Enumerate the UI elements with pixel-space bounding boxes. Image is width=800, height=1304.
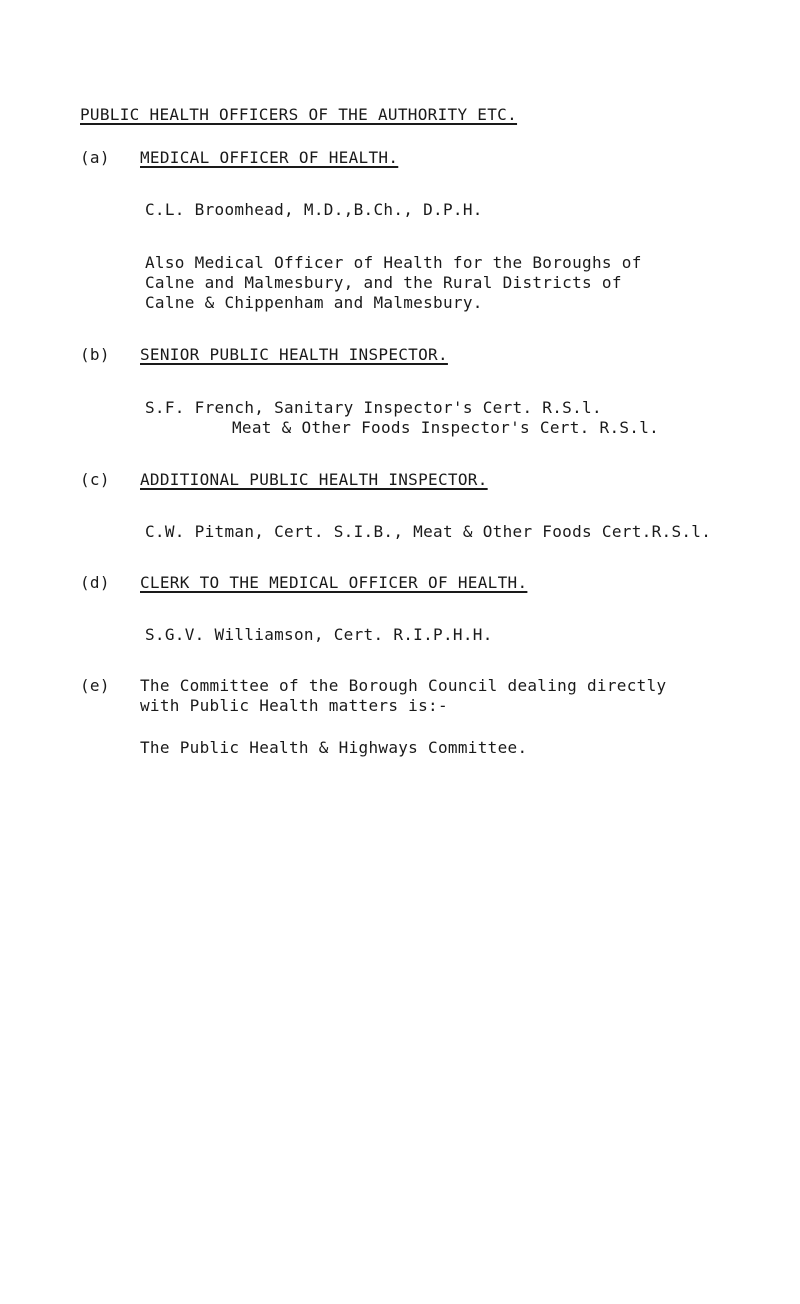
section-c-label: (c)	[80, 470, 110, 489]
section-a-line-2: Also Medical Officer of Health for the Boroughs of	[145, 253, 642, 272]
section-a-line-4: Calne & Chippenham and Malmesbury.	[145, 293, 483, 312]
section-e-line-1: The Committee of the Borough Council dealing directly	[140, 676, 667, 695]
section-d-line-1: S.G.V. Williamson, Cert. R.I.P.H.H.	[145, 625, 493, 644]
section-a-line-1: C.L. Broomhead, M.D.,B.Ch., D.P.H.	[145, 200, 483, 219]
section-a-label: (a)	[80, 148, 110, 167]
section-d-label: (d)	[80, 573, 110, 592]
section-c-heading: ADDITIONAL PUBLIC HEALTH INSPECTOR.	[140, 470, 488, 489]
section-b-line-1: S.F. French, Sanitary Inspector's Cert. R.S.l.	[145, 398, 602, 417]
section-b-heading: SENIOR PUBLIC HEALTH INSPECTOR.	[140, 345, 448, 364]
page-title: PUBLIC HEALTH OFFICERS OF THE AUTHORITY ETC.	[80, 105, 518, 124]
section-b-line-2: Meat & Other Foods Inspector's Cert. R.S.l.	[232, 418, 660, 437]
section-c-line-1: C.W. Pitman, Cert. S.I.B., Meat & Other Foods Cert.R.S.l.	[145, 522, 712, 541]
section-e-label: (e)	[80, 676, 110, 695]
section-e-line-3: The Public Health & Highways Committee.	[140, 738, 528, 757]
section-b-label: (b)	[80, 345, 110, 364]
section-e-line-2: with Public Health matters is:-	[140, 696, 448, 715]
section-d-heading: CLERK TO THE MEDICAL OFFICER OF HEALTH.	[140, 573, 528, 592]
section-a-line-3: Calne and Malmesbury, and the Rural Districts of	[145, 273, 622, 292]
section-a-heading: MEDICAL OFFICER OF HEALTH.	[140, 148, 399, 167]
